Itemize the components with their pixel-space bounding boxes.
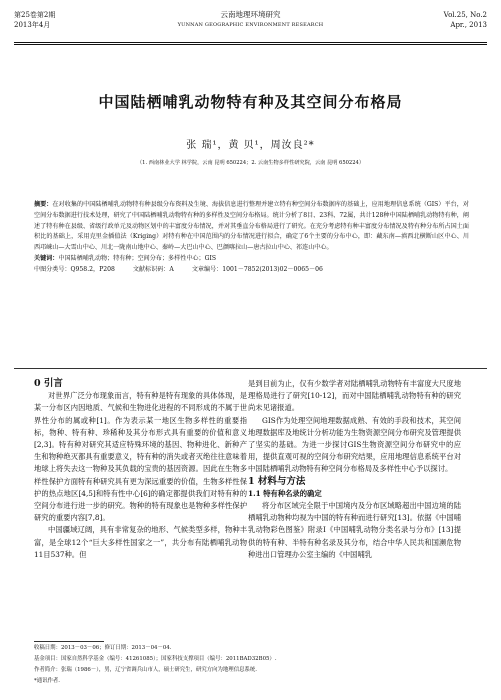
- volume-issue: 第25卷第2期: [14, 11, 56, 19]
- paper-title: 中国陆栖哺乳动物特有种及其空间分布格局: [98, 93, 403, 111]
- clc-number: 中图分类号：Q958.2，P208: [34, 265, 115, 273]
- article-id: 文章编号：1001－7852(2013)02－0065－06: [191, 265, 323, 273]
- body-column-right: [248, 378, 461, 561]
- affiliations: （1. 西南林业大学 林学院，云南 昆明 650224；2. 云南生物多样性研究院，云南 昆明 650224）: [136, 160, 365, 166]
- abstract-block: [34, 200, 469, 276]
- body-paragraph: 是到目前为止，仅有少数学者对陆栖哺乳动物特有丰富度大尺度地理格局进行了研究[10-12]，而对中国陆栖哺乳动物特有种的研究尚未见诸报道。: [248, 379, 461, 413]
- journal-title-cn: 云南地理环境研究: [220, 10, 281, 19]
- document-code: 文献标识码：A: [132, 265, 174, 273]
- abstract-paragraph: [34, 200, 469, 254]
- body-column-left: [34, 378, 247, 561]
- footnote-author-bio: 作者简介：张瑞（1986－），男，辽宁省调兵山市人，硕士研究生，研究方向为地理信息系统.: [34, 667, 257, 673]
- journal-title: [0, 10, 501, 30]
- issue-date-en: Apr., 2013: [450, 21, 487, 29]
- footnote-received: 收稿日期：2013－03－06；修订日期：2013－04－04.: [34, 645, 172, 651]
- issue-info-en: [444, 10, 487, 30]
- body-paragraph: 对世界广泛分布现象而言，特有种是特有现象的具体体现，是某一分布区内因地质、气候和生物进化进程的不同形成的不属于世界性分布的属或种[1]。作为表示某一地区生物多样性的重要指标，物种、特有种、珍稀种及其分布形式具有重要的价值和意义[2,3]。特有种对研究其适应特殊环境的基因、物种进化、新种产生和物种绝灭都具有重要意义，特有种的消失或者灭绝往往意味着地球上将失去这一物种及其负载的宝贵的基因资源。因此在生物多样性保护方面特有种研究具有更为深远重要的价值，生物多样性保护的热点地区[4,5]和特有性中心[6]的确定都提供我们对特有种的空间分布进行进一步的研究。物种的特有现象也是物种多样性保护研究的重要内容[7,8]。: [34, 391, 247, 523]
- keywords-label: 关键词：: [34, 254, 59, 262]
- abstract-text: 在对收集的中国陆栖哺乳动物特有种县级分布资料及生境、海拔信息进行整理并建立特有种空间分布数据库的基础上，应用地理信息系统（GIS）平台，对空间分布数据进行技术处理，研究了中国陆栖哺乳动物特有种的多样性及空间分布格局。统计分析了8目、23科、72属，共计128种中国陆栖哺乳动物特有种，阐述了特有种在县级、省级行政单元及动物区划中的丰富度分布情况，并对其垂直分布格局进行了研究。在充分考虑特有种丰富度分布情况及特有种分布所占国土面积比的基础上，采用克里金插值法（Kriging）对特有种在中国范围内的分布情况进行拟合，确定了6个主要的分布中心，即：藏东南—滇西北横断山区中心、川西邛崃山—大雪山中心、川北一陇南山地中心、秦岭—大巴山中心、巴颜喀拉山—唐古拉山中心、祁连山中心。: [34, 201, 470, 252]
- subsection-heading: 1.1 特有种名录的确定: [248, 488, 322, 498]
- body-paragraph: GIS作为处理空间地理数据成熟、有效的手段和技术，其空间地理数据库及地统计分析功能为生物资源空间分布研究及管理提供了坚实的基础。为进一步探讨GIS生物资源空间分布研究中的应用，提供直观可视的空间分布研究结果，应用地理信息系统平台对中国陆栖哺乳动物特有种空间分布格局及多样性中心予以探讨。: [248, 415, 461, 474]
- header-rule-thick: [14, 42, 487, 43]
- keywords-text: 中国陆栖哺乳动物；特有种；空间分布；多样性中心；GIS: [58, 254, 217, 262]
- body-paragraph: 中国疆域辽阔，具有非常复杂的地形、气候类型多样，物种丰富，是全球12个“巨大多样性国家之一”，共分布有陆栖哺乳动物11目537种。但: [34, 525, 247, 559]
- section-heading-intro: 0 引言: [34, 378, 63, 389]
- abstract-label: 摘要：: [34, 201, 53, 208]
- footnote-fund: 基金项目：国家自然科学基金（编号：41261085）；国家科技支撑项目（编号：2011BAD32B05）.: [34, 656, 277, 662]
- body-paragraph: 将分布区域完全限于中国境内及分布区域略超出中国边境的陆栖哺乳动物种均视为中国的特有种而进行研究[13]。依据《中国哺乳动物彩色图鉴》附录Ⅰ《中国哺乳动物分类名录与分布》[13]提供的特有种、半特有种名录及其分布，结合中华人民共和国濒危物种进出口管理办公室主编的《中国哺乳: [248, 501, 461, 559]
- footnotes: [34, 643, 474, 687]
- journal-title-en: YUNNAN GEOGRAPHIC ENVIRONMENT RESEARCH: [177, 22, 324, 28]
- author-list: 张 瑞¹，黄 贝¹，周汝良²*: [186, 140, 315, 151]
- keywords-line: [34, 254, 469, 265]
- classification-line: [34, 265, 469, 276]
- journal-header: [0, 6, 501, 46]
- volume-issue-en: Vol.25, No.2: [443, 11, 487, 19]
- section-heading-methods: 1 材料与方法: [248, 475, 306, 487]
- footnote-corresponding: *通讯作者.: [34, 678, 60, 684]
- footnote-rule: [34, 641, 104, 642]
- section-divider: [14, 368, 487, 369]
- header-rule-thin: [14, 44, 487, 45]
- issue-date: 2013年4月: [14, 21, 51, 29]
